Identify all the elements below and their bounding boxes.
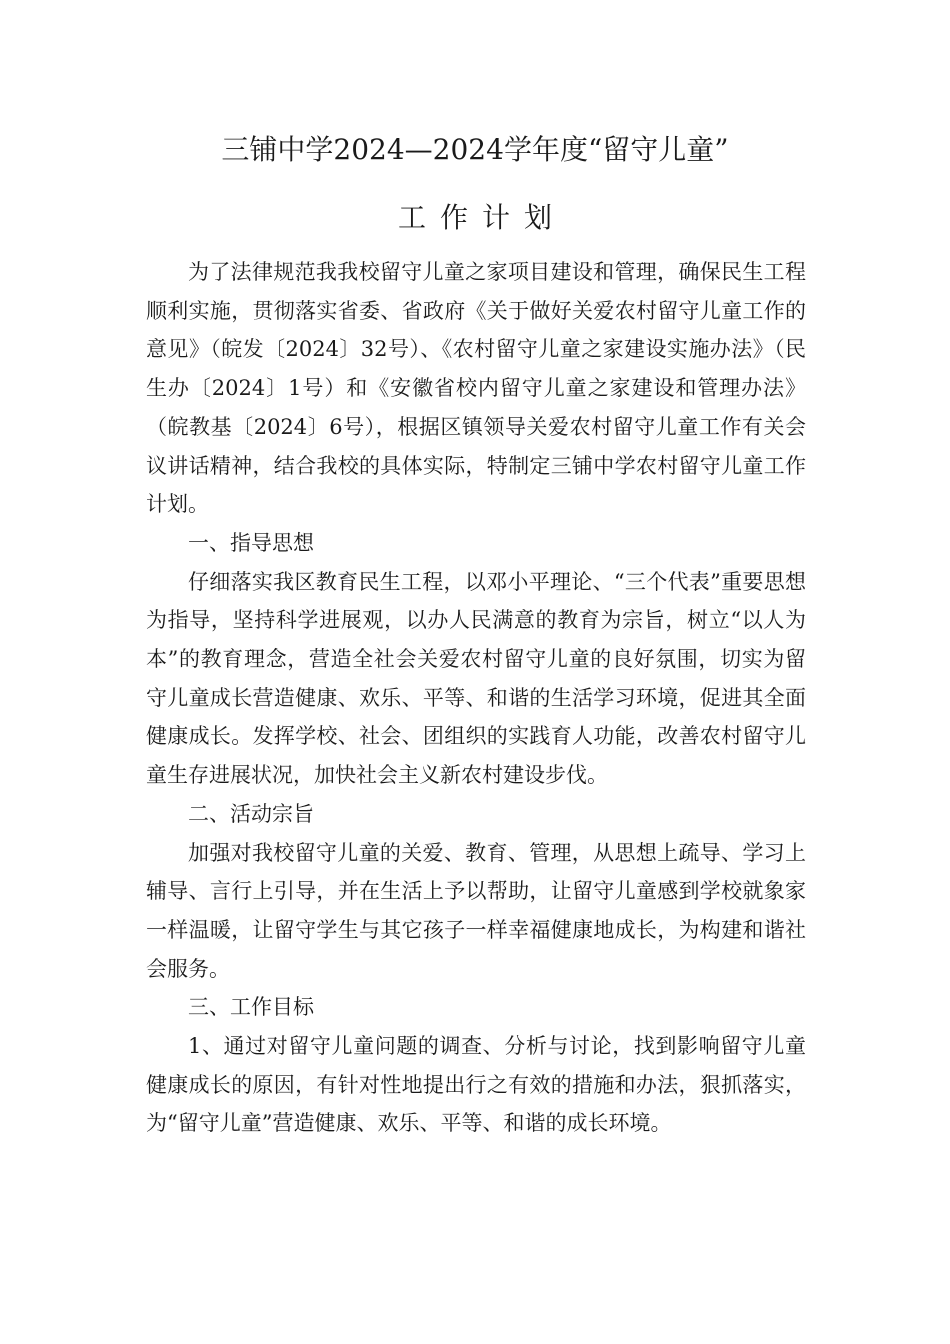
section-heading-work-goals: 三、工作目标 [188,995,314,1020]
intro-paragraph: 为了法律规范我我校留守儿童之家项目建设和管理，确保民生工程顺利实施，贯彻落实省委、省政府《关于做好关爱农村留守儿童工作的意见》（皖发〔2024〕32号）、《农村留守儿童之家建设实施办法》（民生办〔2024〕1号）和《安徽省校内留守儿童之家建设和管理办法》（皖教基〔2024〕6号），根据区镇领导关爱农村留守儿童工作有关会议讲话精神，结合我校的具体实际，特制定三铺中学农村留守儿童工作计划。 [146,260,806,517]
document-title-line1: 三铺中学2024—2024学年度“留守儿童” [221,133,729,166]
guiding-ideology-paragraph: 仔细落实我区教育民生工程，以邓小平理论、“三个代表”重要思想为指导，坚持科学进展观，以办人民满意的教育为宗旨，树立“以人为本”的教育理念，营造全社会关爱农村留守儿童的良好氛围，切实为留守儿童成长营造健康、欢乐、平等、和谐的生活学习环境，促进其全面健康成长。发挥学校、社会、团组织的实践育人功能，改善农村留守儿童生存进展状况，加快社会主义新农村建设步伐。 [146,569,806,788]
document-title-line2: 工作计划 [397,201,566,234]
section-heading-guiding-ideology: 一、指导思想 [188,530,314,555]
activity-purpose-paragraph: 加强对我校留守儿童的关爱、教育、管理，从思想上疏导、学习上辅导、言行上引导，并在生活上予以帮助，让留守儿童感到学校就象家一样温暖，让留守学生与其它孩子一样幸福健康地成长，为构建和谐社会服务。 [146,840,806,981]
section-heading-activity-purpose: 二、活动宗旨 [188,801,314,826]
work-goal-item-1: 1、通过对留守儿童问题的调查、分析与讨论，找到影响留守儿童健康成长的原因，有针对性地提出行之有效的措施和办法，狠抓落实，为“留守儿童”营造健康、欢乐、平等、和谐的成长环境。 [146,1034,806,1136]
document-body [146,253,806,1143]
